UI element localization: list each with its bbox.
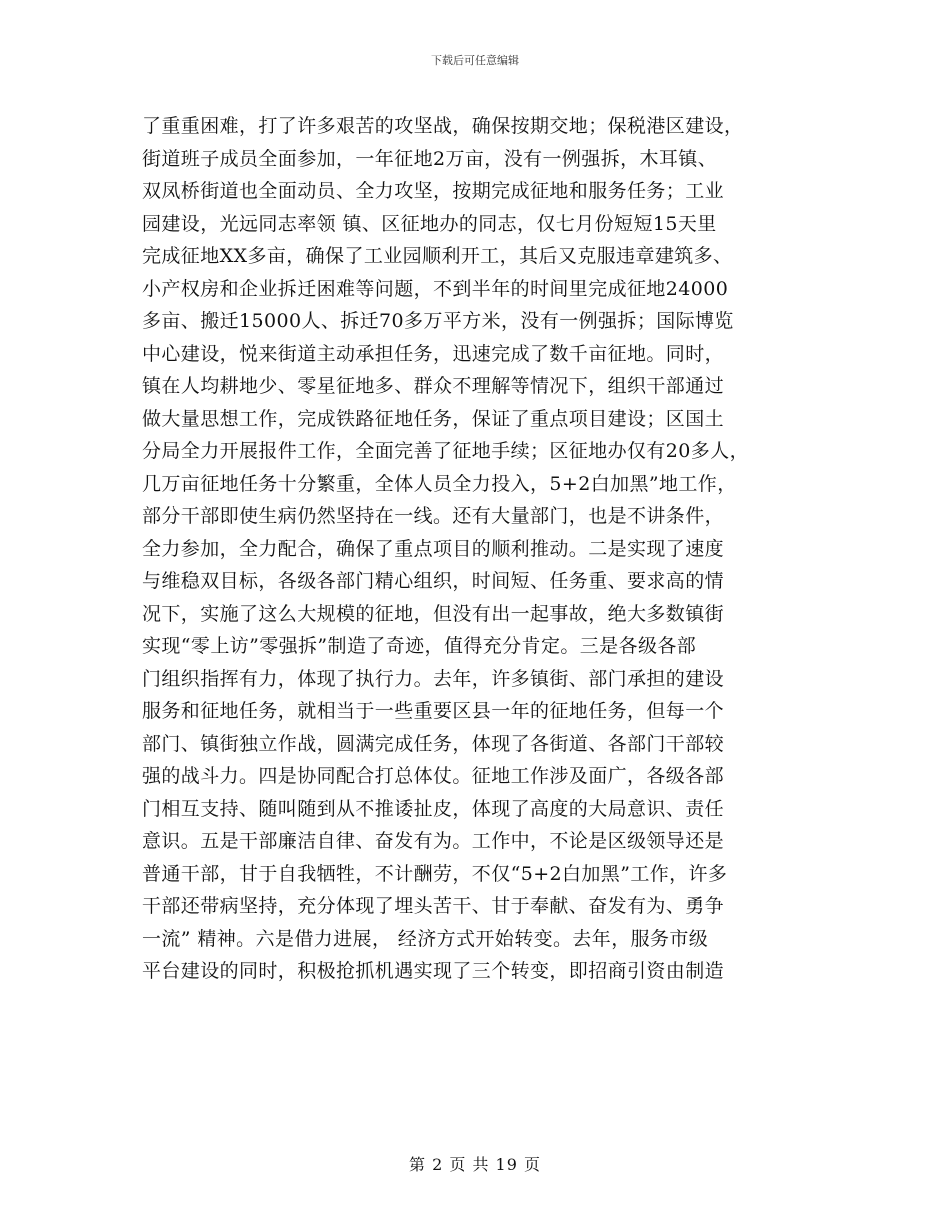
body-line: 与维稳双目标，各级各部门精心组织，时间短、任务重、要求高的情	[142, 570, 725, 592]
body-line: 小产权房和企业拆迁困难等问题，不到半年的时间里完成征地24000	[142, 277, 729, 300]
body-line: 完成征地XX多亩，确保了工业园顺利开工，其后又克服违章建筑多、	[142, 245, 733, 267]
body-line: 门相互支持、随叫随到从不推诿扯皮，体现了高度的大局意识、责任	[142, 797, 725, 820]
body-line: 全力参加，全力配合，确保了重点项目的顺利推动。二是实现了速度	[142, 537, 725, 560]
page-number-footer: 第 2 页 共 19 页	[409, 1155, 541, 1174]
body-line: 街道班子成员全面参加，一年征地2万亩，没有一例强拆，木耳镇、	[142, 147, 718, 170]
body-line: 多亩、搬迁15000人、拆迁70多万平方米，没有一例强拆；国际博览	[142, 310, 734, 332]
body-line: 意识。五是干部廉洁自律、奋发有为。工作中，不论是区级领导还是	[142, 830, 725, 852]
body-line: 平台建设的同时，积极抢抓机遇实现了三个转变，即招商引资由制造	[142, 960, 725, 982]
body-line: 一流” 精神。六是借力进展， 经济方式开始转变。去年，服务市级	[142, 927, 709, 950]
body-line: 部分干部即使生病仍然坚持在一线。还有大量部门，也是不讲条件，	[142, 505, 725, 527]
body-line: 双凤桥街道也全面动员、全力攻坚，按期完成征地和服务任务；工业	[142, 180, 725, 202]
body-line: 况下，实施了这么大规模的征地，但没有出一起事故，绝大多数镇街	[142, 602, 725, 625]
document-body	[142, 110, 812, 988]
page-header: 下载后可任意编辑	[431, 54, 519, 67]
body-line: 园建设，光远同志率领 镇、区征地办的同志，仅七月份短短15天里	[142, 212, 717, 235]
body-line: 中心建设，悦来街道主动承担任务，迅速完成了数千亩征地。同时，	[142, 342, 725, 365]
body-line: 做大量思想工作，完成铁路征地任务，保证了重点项目建设；区国土	[142, 407, 725, 430]
body-line: 分局全力开展报件工作，全面完善了征地手续；区征地办仅有20多人，	[142, 440, 749, 462]
body-line: 几万亩征地任务十分繁重，全体人员全力投入，5+2白加黑”地工作，	[142, 472, 737, 495]
body-line: 了重重困难，打了许多艰苦的攻坚战，确保按期交地；保税港区建设，	[142, 115, 744, 137]
body-line: 门组织指挥有力，体现了执行力。去年，许多镇街、部门承担的建设	[142, 667, 725, 690]
body-line: 镇在人均耕地少、零星征地多、群众不理解等情况下，组织干部通过	[142, 375, 725, 397]
body-line: 干部还带病坚持，充分体现了埋头苦干、甘于奉献、奋发有为、勇争	[142, 895, 725, 917]
body-line: 强的战斗力。四是协同配合打总体仗。征地工作涉及面广，各级各部	[142, 765, 725, 787]
body-line: 普通干部，甘于自我牺牲，不计酬劳，不仅“5+2白加黑”工作，许多	[142, 862, 728, 885]
body-line: 服务和征地任务，就相当于一些重要区县一年的征地任务，但每一个	[142, 700, 725, 722]
body-line: 实现“零上访”零强拆”制造了奇迹，值得充分肯定。三是各级各部	[142, 635, 697, 657]
body-line: 部门、镇街独立作战，圆满完成任务，体现了各街道、各部门干部较	[142, 732, 725, 755]
